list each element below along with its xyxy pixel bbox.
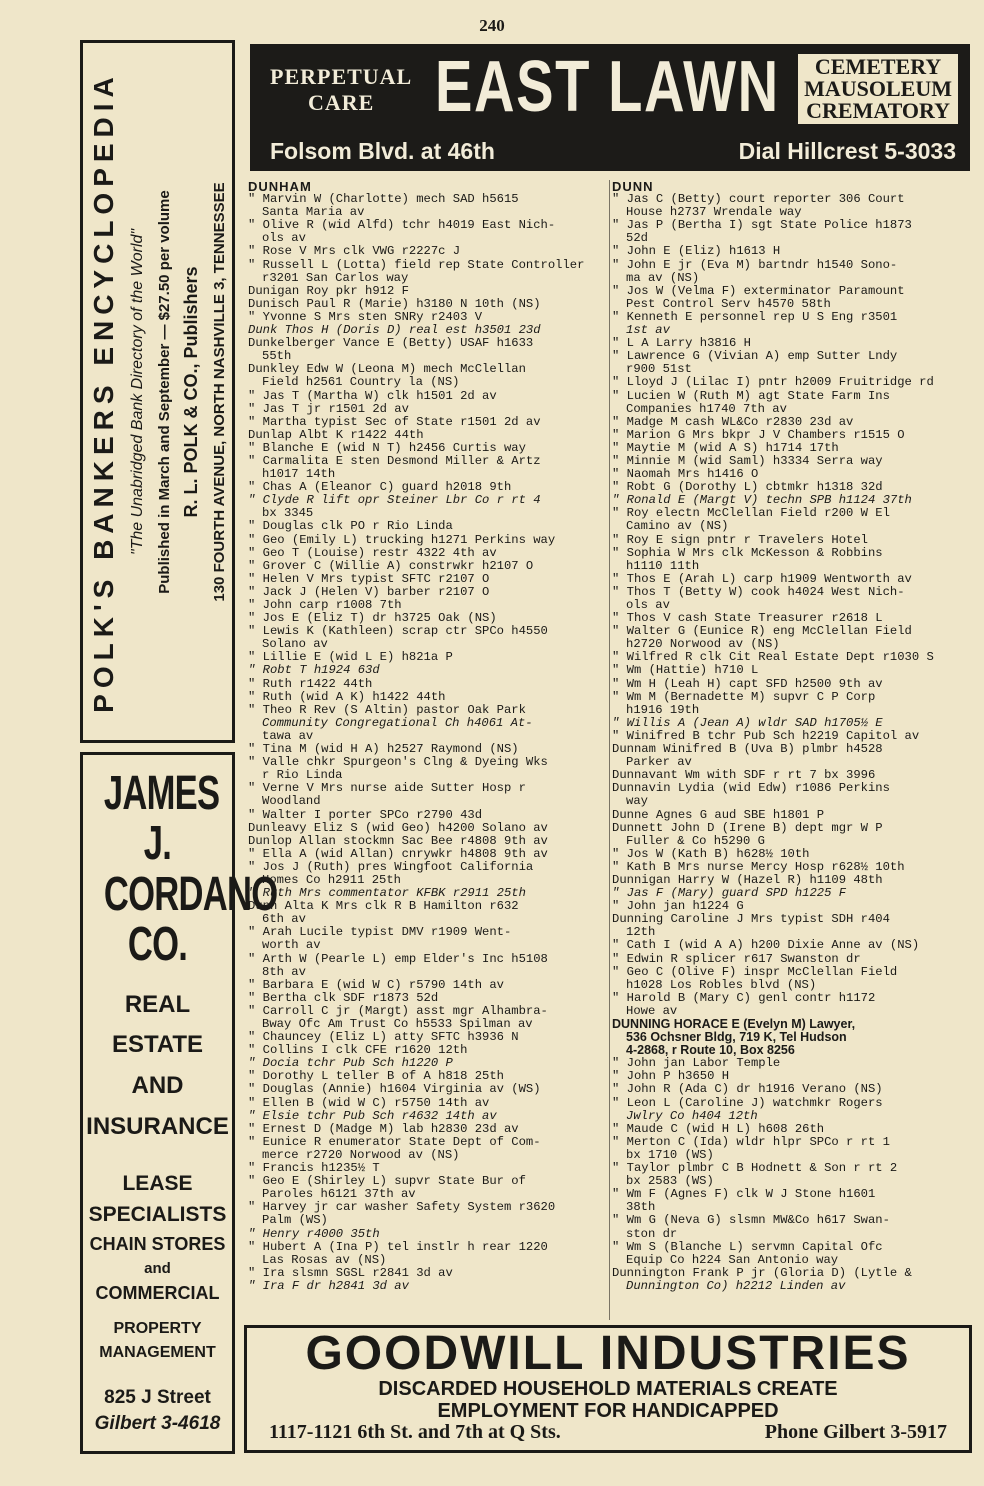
directory-entry-line: " Maytie M (wid A S) h1714 17th: [612, 440, 839, 455]
column-divider: [609, 180, 610, 1320]
directory-entry-line: " Rose V Mrs clk VWG r2227c J: [248, 244, 461, 259]
east-lawn-service: CEMETERY: [814, 54, 942, 79]
directory-entry-line: Bway Ofc Am Trust Co h5533 Spilman av: [262, 1017, 533, 1031]
directory-entry-line: " Robt G (Dorothy L) cbtmkr h1318 32d: [612, 480, 883, 495]
directory-entry-line: " John E (Eliz) h1613 H: [612, 244, 781, 259]
cordano-service: REAL: [124, 990, 191, 1018]
directory-entry-line: Dunnington Co) h2212 Linden av: [626, 1278, 846, 1293]
directory-entry-line: " Maude C (wid H L) h608 26th: [612, 1121, 825, 1136]
directory-entry-line: 12th: [626, 925, 656, 940]
cordano-line: LEASE: [122, 1171, 193, 1195]
directory-entry-line: " Walter G (Eunice R) eng McClellan Field: [612, 624, 912, 639]
directory-entry-line: " Dorothy L teller B of A h818 25th: [248, 1069, 504, 1084]
directory-entry-line: 38th: [626, 1200, 656, 1215]
directory-entry-line: r900 51st: [626, 362, 692, 377]
directory-entry-line: Dunlop Allan stockmn Sac Bee r4808 9th av: [248, 833, 548, 848]
directory-entry-line: Paroles h6121 37th av: [262, 1187, 416, 1202]
directory-entry-line: h1028 Los Robles blvd (NS): [626, 977, 817, 992]
polk-ad-publisher: R. L. POLK & CO., Publishers: [180, 265, 201, 518]
directory-entry-line: " Carroll C jr (Margt) asst mgr Alhambra-: [248, 1003, 548, 1018]
directory-entry-line: Las Rosas av (NS): [262, 1252, 387, 1267]
cordano-ad: [80, 752, 278, 1454]
cordano-service: AND: [131, 1072, 184, 1100]
directory-entry-line: " Ella A (wid Allan) cnrywkr h4808 9th av: [248, 846, 548, 861]
directory-entry-line: " Madge M cash WL&Co r2830 23d av: [612, 414, 854, 429]
cordano-name-line: JAMES: [103, 767, 220, 820]
directory-entry-line: Palm (WS): [262, 1213, 328, 1228]
cordano-line: SPECIALISTS: [88, 1203, 227, 1227]
directory-entry-line: " Carmalita E sten Desmond Miller & Artz: [248, 453, 541, 468]
cordano-line: and: [144, 1259, 171, 1277]
polk-ad-published: Published in March and September — $27.50 per volume: [155, 189, 172, 594]
directory-entry-line: Pest Control Serv h4570 58th: [626, 296, 831, 311]
directory-entry-line: " Docia tchr Pub Sch h1220 P: [248, 1056, 453, 1071]
directory-entry-line: DUNNING HORACE E (Evelyn M) Lawyer,: [612, 1017, 856, 1031]
goodwill-phone: Phone Gilbert 3-5917: [764, 1421, 947, 1443]
directory-entry-line: " Ira F dr h2841 3d av: [248, 1278, 409, 1293]
directory-entry-line: " Valle chkr Spurgeon's Clng & Dyeing Wks: [248, 755, 548, 770]
directory-entry-line: " John jan h1224 G: [612, 899, 744, 914]
directory-entry-line: " Chas A (Eleanor C) guard h2018 9th: [248, 480, 512, 495]
directory-heading: DUNHAM: [248, 179, 312, 194]
directory-entry-line: Field h2561 Country la (NS): [262, 375, 460, 390]
directory-entry-line: r Rio Linda: [262, 768, 343, 783]
directory-entry-line: Dunleavy Eliz S (wid Geo) h4200 Solano av: [248, 820, 548, 835]
directory-entry-line: " Wilfred R clk Cit Real Estate Dept r1030 S: [612, 650, 934, 665]
directory-entry-line: Dunnavin Lydia (wid Edw) r1086 Perkins: [612, 781, 890, 796]
directory-entry-line: " Arah Lucile typist DMV r1909 Went-: [248, 925, 512, 940]
east-lawn-services: [798, 54, 958, 124]
directory-entry-line: way: [626, 794, 648, 809]
directory-entry-line: merce r2720 Norwood av (NS): [262, 1147, 460, 1162]
directory-entry-line: Dunnavant Wm with SDF r rt 7 bx 3996: [612, 768, 876, 783]
directory-entry-line: " Jas P (Bertha I) sgt State Police h1873: [612, 218, 912, 233]
directory-entry-line: " Lillie E (wid L E) h821a P: [248, 650, 453, 665]
directory-entry-line: Dunn Alta K Mrs clk R B Hamilton r632: [248, 899, 519, 914]
directory-entry-line: " Geo T (Louise) restr 4322 4th av: [248, 545, 497, 560]
directory-heading: DUNN: [612, 179, 654, 194]
cordano-address: 825 J Street: [104, 1387, 211, 1409]
directory-entry-line: Companies h1740 7th av: [626, 401, 787, 416]
directory-entry-line: worth av: [262, 938, 321, 953]
directory-entry-line: " Martha typist Sec of State r1501 2d av: [248, 414, 541, 429]
directory-entry-line: " Verne V Mrs nurse aide Sutter Hosp r: [248, 781, 526, 796]
directory-entry-line: " Kenneth E personnel rep U S Eng r3501: [612, 309, 898, 324]
directory-entry-line: Equip Co h224 San Antonio way: [626, 1252, 839, 1267]
east-lawn-left-line: CARE: [307, 90, 375, 116]
directory-entry-line: " Thos T (Betty W) cook h4024 West Nich-: [612, 584, 905, 599]
polk-ad-text: [88, 52, 228, 732]
directory-entry-line: " Arth W (Pearle L) emp Elder's Inc h5108: [248, 951, 548, 966]
directory-entry-line: " Thos V cash State Treasurer r2618 L: [612, 611, 883, 626]
east-lawn-left-line: PERPETUAL: [270, 64, 413, 89]
east-lawn-ad: [250, 44, 970, 171]
directory-entry-line: " John E jr (Eva M) bartndr h1540 Sono-: [612, 257, 898, 272]
cordano-name-line: CO.: [127, 918, 188, 972]
directory-entry-line: " Ronald E (Margt V) techn SPB h1124 37th: [612, 493, 912, 508]
directory-entry-line: " Leon L (Caroline J) watchmkr Rogers: [612, 1095, 883, 1110]
directory-entry-line: 6th av: [262, 912, 306, 927]
directory-entry-line: " Collins I clk CFE r1620 12th: [248, 1043, 468, 1058]
cordano-name-line: J.: [143, 817, 172, 871]
directory-entry-line: h1110 11th: [626, 558, 700, 573]
directory-entry-line: 52d: [626, 231, 648, 246]
directory-entry-line: " Ellen B (wid W C) r5750 14th av: [248, 1095, 490, 1110]
directory-entry-line: " John R (Ada C) dr h1916 Verano (NS): [612, 1082, 883, 1097]
directory-entry-line: " Ruth Mrs commentator KFBK r2911 25th: [248, 886, 526, 901]
goodwill-line: EMPLOYMENT FOR HANDICAPPED: [437, 1400, 779, 1422]
directory-entry-line: " Jos W (Velma F) exterminator Paramount: [612, 283, 905, 298]
polk-bankers-ad: [80, 40, 235, 743]
directory-entry-line: " Merton C (Ida) wldr hlpr SPCo r rt 1: [612, 1134, 890, 1149]
directory-entry-line: " Jas T (Martha W) clk h1501 2d av: [248, 388, 497, 403]
east-lawn-title: EAST LAWN: [435, 47, 780, 127]
directory-entry-line: Dunne Agnes G aud SBE h1801 P: [612, 807, 825, 822]
directory-entry-line: " Wm M (Bernadette M) supvr C P Corp: [612, 689, 876, 704]
directory-entry-line: " John carp r1008 7th: [248, 598, 402, 612]
directory-entry-line: " Wm H (Leah H) capt SFD h2500 9th av: [612, 676, 883, 691]
directory-entry-line: " Roy E sign pntr r Travelers Hotel: [612, 532, 868, 547]
directory-entry-line: " Robt T h1924 63d: [248, 663, 380, 678]
directory-entry-line: Dunning Caroline J Mrs typist SDH r404: [612, 912, 890, 927]
directory-entry-line: " Wm F (Agnes F) clk W J Stone h1601: [612, 1187, 876, 1202]
page-number: 240: [479, 16, 505, 35]
directory-entry-line: " Francis h1235½ T: [248, 1161, 380, 1176]
directory-entry-line: Dunnett John D (Irene B) dept mgr W P: [612, 820, 883, 835]
east-lawn-phone: Dial Hillcrest 5-3033: [738, 138, 956, 164]
directory-entry-line: bx 2583 (WS): [626, 1174, 714, 1189]
cordano-services: [83, 985, 232, 1148]
directory-entry-line: " Jos J (Ruth) pres Wingfoot California: [248, 859, 534, 874]
directory-entry-line: " Geo (Emily L) trucking h1271 Perkins way: [248, 532, 556, 547]
east-lawn-perpetual-care: [270, 64, 412, 117]
directory-entry-line: House h2737 Wrendale way: [626, 205, 802, 220]
directory-entry-line: Dunnigan Harry W (Hazel R) h1109 48th: [612, 872, 883, 887]
directory-entry-line: " Wm G (Neva G) slsmn MW&Co h617 Swan-: [612, 1213, 890, 1228]
directory-entry-line: " Jos W (Kath B) h628½ 10th: [612, 846, 810, 861]
directory-entry-line: " Theo R Rev (S Altin) pastor Oak Park: [248, 702, 526, 717]
directory-entry-line: " Naomah Mrs h1416 O: [612, 467, 759, 482]
directory-entry-line: Dunlap Albt K r1422 44th: [248, 427, 424, 442]
directory-entry-line: Dunisch Paul R (Marie) h3180 N 10th (NS): [248, 296, 541, 311]
directory-entry-line: " Roy electn McClellan Field r200 W El: [612, 506, 890, 521]
directory-entry-line: " Douglas (Annie) h1604 Virginia av (WS): [248, 1082, 541, 1097]
directory-entry-line: h1916 19th: [626, 702, 700, 717]
directory-entry-line: " Helen V Mrs typist SFTC r2107 O: [248, 571, 490, 586]
directory-entry-line: bx 1710 (WS): [626, 1147, 714, 1162]
directory-entry-line: " Sophia W Mrs clk McKesson & Robbins: [612, 545, 883, 560]
directory-entry-line: " Jas T jr r1501 2d av: [248, 401, 409, 416]
east-lawn-service: CREMATORY: [806, 98, 950, 123]
directory-entry-line: " Henry r4000 35th: [248, 1226, 380, 1241]
directory-entry-line: " Ruth (wid A K) h1422 44th: [248, 689, 446, 704]
directory-entry-line: " Barbara E (wid W C) r5790 14th av: [248, 977, 504, 992]
polk-ad-title: POLK'S BANKERS ENCYCLOPEDIA: [87, 70, 119, 713]
directory-entry-line: " Lloyd J (Lilac I) pntr h2009 Fruitridge rd: [612, 375, 934, 390]
directory-entry-line: " Harold B (Mary C) genl contr h1172: [612, 990, 876, 1005]
directory-entry-line: " John P h3650 H: [612, 1069, 730, 1084]
directory-entry-line: " Geo C (Olive F) inspr McClellan Field: [612, 964, 898, 979]
east-lawn-address: Folsom Blvd. at 46th: [270, 138, 495, 164]
cordano-phone: Gilbert 3-4618: [94, 1412, 221, 1434]
directory-entry-line: Camino av (NS): [626, 519, 729, 534]
directory-entry-line: Dunnam Winifred B (Uva B) plmbr h4528: [612, 742, 883, 757]
directory-entry-line: " John jan Labor Temple: [612, 1056, 781, 1071]
directory-entry-line: " Ernest D (Madge M) lab h2830 23d av: [248, 1121, 519, 1136]
cordano-line: COMMERCIAL: [95, 1283, 220, 1304]
directory-entry-line: ols av: [262, 231, 306, 246]
directory-entry-line: " Clyde R lift opr Steiner Lbr Co r rt 4: [248, 493, 541, 508]
directory-entry-line: " Winifred B tchr Pub Sch h2219 Capitol av: [612, 728, 920, 743]
directory-entry-line: " Kath B Mrs nurse Mercy Hosp r628½ 10th: [612, 859, 905, 874]
directory-entry-line: " Chauncey (Eliz L) atty SFTC h3936 N: [248, 1030, 519, 1045]
directory-entry-line: Jwlry Co h404 12th: [626, 1108, 758, 1123]
directory-entry-line: h2720 Norwood av (NS): [626, 637, 780, 652]
directory-entry-line: Dunkelberger Vance E (Betty) USAF h1633: [248, 336, 534, 351]
directory-entry-line: " Yvonne S Mrs sten SNRy r2403 V: [248, 309, 483, 324]
directory-entry-line: " Olive R (wid Alfd) tchr h4019 East Nich-: [248, 218, 556, 233]
directory-entry-line: " Lawrence G (Vivian A) emp Sutter Lndy: [612, 349, 898, 364]
goodwill-address: 1117-1121 6th St. and 7th at Q Sts.: [269, 1421, 561, 1443]
directory-entry-line: " Bertha clk SDF r1873 52d: [248, 990, 439, 1005]
directory-entry-line: ols av: [626, 598, 670, 612]
directory-entry-line: Dunnington Frank P jr (Gloria D) (Lytle &: [612, 1265, 912, 1280]
directory-entry-line: " Geo E (Shirley L) supvr State Bur of: [248, 1174, 526, 1189]
directory-entry-line: 55th: [262, 349, 292, 364]
polk-ad-address: 130 FOURTH AVENUE, NORTH NASHVILLE 3, TENNESSEE: [210, 181, 228, 602]
goodwill-title: GOODWILL INDUSTRIES: [305, 1327, 911, 1380]
cordano-specialties: [83, 1168, 232, 1366]
directory-entry-line: " Harvey jr car washer Safety System r3620: [248, 1200, 556, 1215]
directory-entry-line: " Tina M (wid H A) h2527 Raymond (NS): [248, 742, 519, 757]
directory-entry-line: " Ira slsmn SGSL r2841 3d av: [248, 1265, 453, 1280]
goodwill-footer: [269, 1421, 947, 1444]
directory-entry-line: " Wm (Hattie) h710 L: [612, 663, 759, 678]
cordano-name: [83, 767, 278, 972]
directory-entry-line: " Lewis K (Kathleen) scrap ctr SPCo h4550: [248, 624, 548, 639]
directory-entry-line: " Ruth r1422 44th: [248, 676, 373, 691]
cordano-line: PROPERTY: [113, 1320, 202, 1338]
directory-entry-line: " Douglas clk PO r Rio Linda: [248, 519, 453, 534]
directory-entry-line: " Lucien W (Ruth M) agt State Farm Ins: [612, 388, 890, 403]
directory-entry-line: " Eunice R enumerator State Dept of Com-: [248, 1134, 541, 1149]
cordano-name-line: CORDANO: [103, 867, 278, 921]
directory-entry-line: h1017 14th: [262, 467, 336, 482]
cordano-service: INSURANCE: [86, 1112, 229, 1140]
directory-entry-line: 8th av: [262, 964, 306, 979]
directory-column-left: [248, 180, 608, 1293]
cordano-service: ESTATE: [111, 1031, 204, 1059]
directory-entry-line: " Taylor plmbr C B Hodnett & Son r rt 2: [612, 1161, 898, 1176]
directory-entry-line: " Walter I porter SPCo r2790 43d: [248, 807, 483, 822]
directory-entry-line: Howe av: [626, 1003, 678, 1018]
directory-entry-line: 536 Ochsner Bldg, 719 K, Tel Hudson: [626, 1030, 847, 1045]
directory-entry-line: tawa av: [262, 728, 314, 743]
cordano-line: CHAIN STORES: [89, 1233, 226, 1254]
directory-entry-line: Fuller & Co h5290 G: [626, 833, 765, 848]
goodwill-ad: [244, 1325, 972, 1453]
directory-entry-line: " L A Larry h3816 H: [612, 336, 751, 351]
directory-entry-line: " Marvin W (Charlotte) mech SAD h5615: [248, 192, 519, 207]
directory-entry-line: " Jack J (Helen V) barber r2107 O: [248, 584, 490, 599]
cordano-line: MANAGEMENT: [99, 1344, 216, 1362]
directory-entry-line: " Minnie M (wid Saml) h3334 Serra way: [612, 453, 883, 468]
directory-entry-line: " Hubert A (Ina P) tel instlr h rear 1220: [248, 1239, 548, 1254]
directory-entry-line: Dunk Thos H (Doris D) real est h3501 23d: [248, 323, 541, 338]
directory-entry-line: Parker av: [626, 755, 692, 770]
directory-entry-line: Santa Maria av: [262, 205, 365, 220]
directory-entry-line: " Edwin R splicer r617 Swanston dr: [612, 951, 861, 966]
polk-ad-tagline: "The Unabridged Bank Directory of the World": [128, 228, 146, 555]
cordano-contact: [83, 1385, 232, 1436]
directory-entry-line: Solano av: [262, 637, 328, 652]
directory-entry-line: " Thos E (Arah L) carp h1909 Wentworth av: [612, 571, 912, 586]
east-lawn-service: MAUSOLEUM: [804, 76, 952, 101]
directory-entry-line: " Wm S (Blanche L) servmn Capital Ofc: [612, 1239, 883, 1254]
directory-entry-line: " Jas F (Mary) guard SPD h1225 F: [612, 886, 847, 901]
directory-entry-line: Dunkley Edw W (Leona M) mech McClellan: [248, 362, 526, 377]
directory-entry-line: " Marion G Mrs bkpr J V Chambers r1515 O: [612, 427, 905, 442]
directory-entry-line: Woodland: [262, 794, 321, 809]
directory-entry-line: ma av (NS): [626, 270, 700, 285]
directory-entry-line: " Blanche E (wid N T) h2456 Curtis way: [248, 440, 526, 455]
directory-entry-line: Homes Co h2911 25th: [262, 872, 401, 887]
directory-entry-line: " Grover C (Willie A) constrwkr h2107 O: [248, 558, 534, 573]
directory-column-right: [612, 180, 972, 1293]
directory-entry-line: " Jos E (Eliz T) dr h3725 Oak (NS): [248, 611, 497, 626]
directory-entry-line: bx 3345: [262, 506, 314, 521]
directory-entry-line: " Russell L (Lotta) field rep State Controller: [248, 257, 585, 272]
directory-entry-line: r3201 San Carlos way: [262, 270, 409, 285]
directory-entry-line: Community Congregational Ch h4061 At-: [262, 715, 533, 730]
directory-entry-line: 4-2868, r Route 10, Box 8256: [626, 1043, 795, 1058]
directory-entry-line: 1st av: [626, 323, 670, 338]
directory-entry-line: ston dr: [626, 1226, 678, 1241]
directory-entry-line: " Cath I (wid A A) h200 Dixie Anne av (NS): [612, 938, 920, 953]
goodwill-line: DISCARDED HOUSEHOLD MATERIALS CREATE: [378, 1378, 838, 1400]
directory-entry-line: " Willis A (Jean A) wldr SAD h1705½ E: [612, 715, 883, 730]
directory-entry-line: " Elsie tchr Pub Sch r4632 14th av: [248, 1108, 497, 1123]
directory-entry-line: Dunigan Roy pkr h912 F: [248, 283, 409, 298]
directory-entry-line: " Jas C (Betty) court reporter 306 Court: [612, 192, 905, 207]
